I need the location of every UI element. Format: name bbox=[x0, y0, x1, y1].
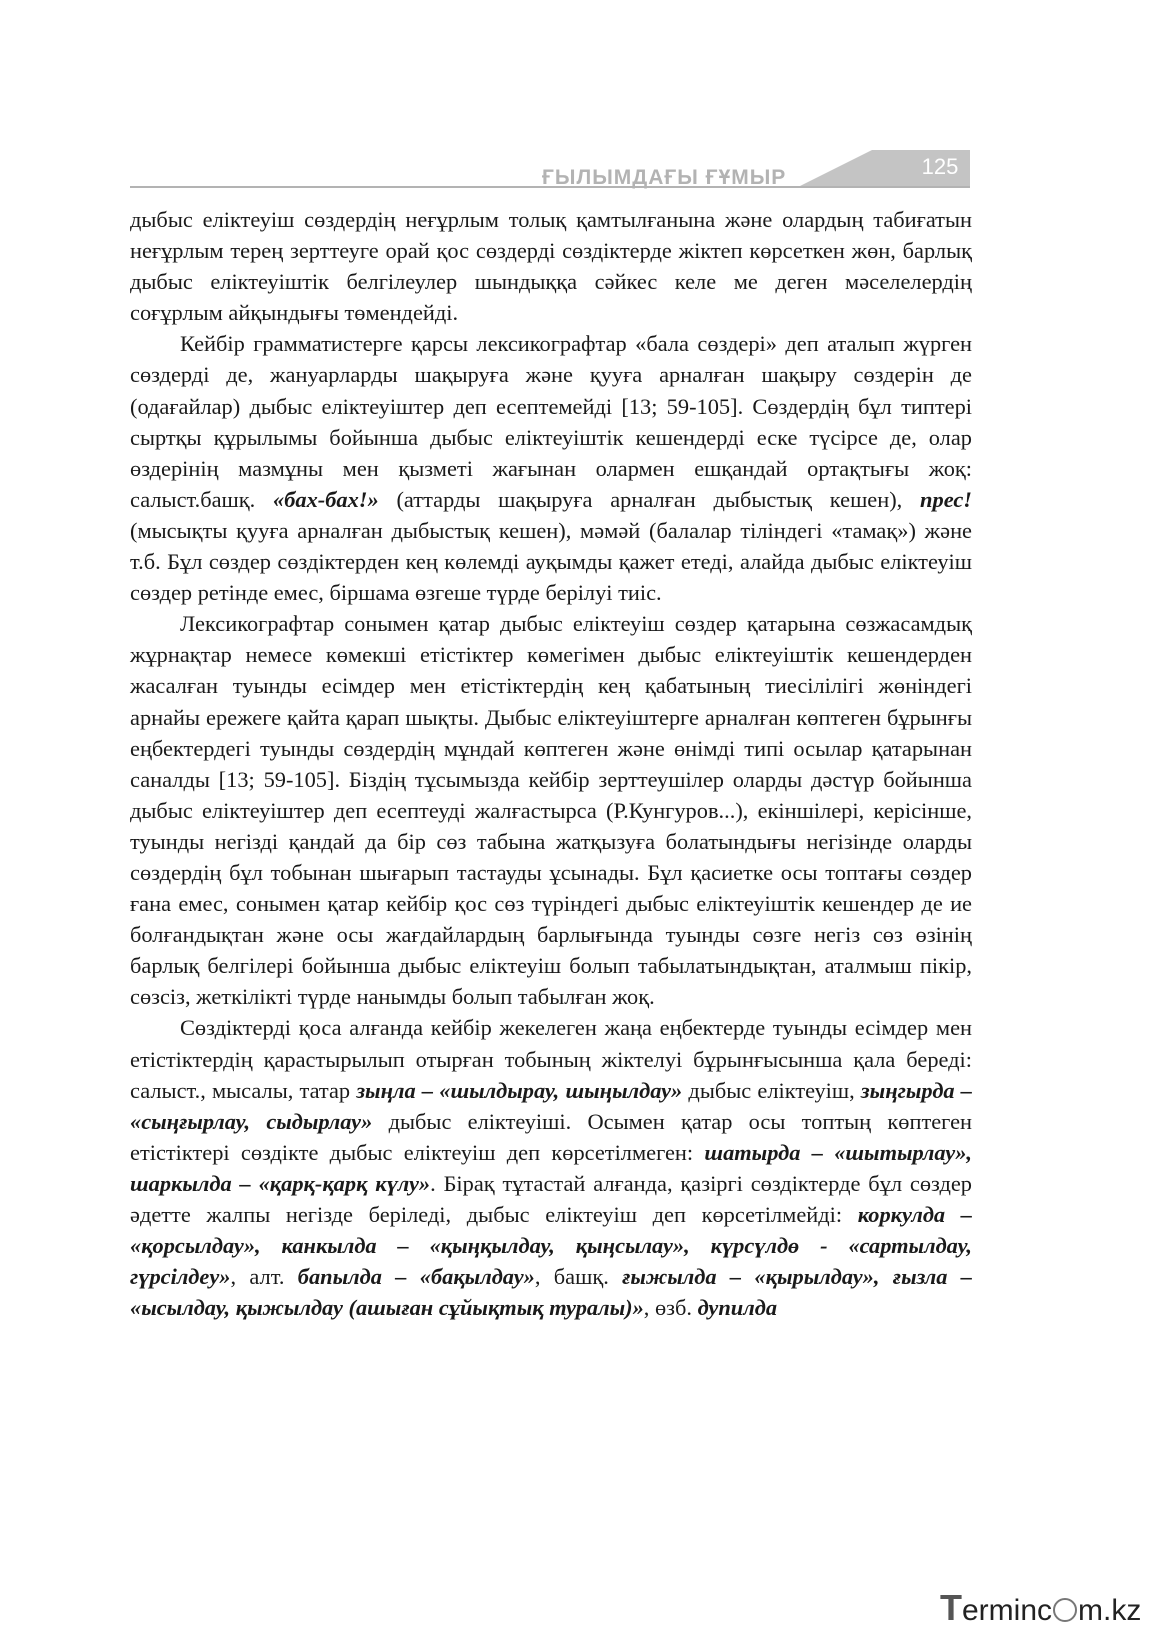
text-run: , башқ. bbox=[534, 1264, 623, 1290]
text-run: , өзб. bbox=[643, 1295, 698, 1321]
watermark-text-part1: erminc bbox=[962, 1594, 1053, 1627]
paragraph bbox=[130, 204, 972, 328]
example-term: «бах-бах!» bbox=[273, 486, 379, 512]
text-run: дыбыс еліктеуіші. Осымен қатар осы топтың көптеген етістіктері сөздікте дыбыс еліктеуіш деп көрсетілмеген: bbox=[130, 1108, 972, 1165]
running-title: ҒЫЛЫМДАҒЫ ҒҰМЫР bbox=[542, 166, 787, 189]
text-run: , алт. bbox=[230, 1264, 298, 1290]
example-term: дупилда bbox=[697, 1295, 778, 1321]
page-number: 125 bbox=[921, 154, 959, 179]
text-run: . Бірақ тұтастай алғанда, қазіргі сөздіктерде бұл сөздер әдетте жалпы негізде беріледі, дыбыс еліктеуіш деп көрсетілмейді: bbox=[130, 1170, 972, 1227]
text-run: Кейбір грамматистерге қарсы лексикографтар «бала сөздері» деп аталып жүрген сөздерді де, жануарларды шақыруға және қууға арналған шақыру сөздерін де (одағайлар) дыбыс еліктеуіштер деп есептемейді [13; 59-105]. Сөздердің бұл типтері сыртқы құрылымы бойынша дыбыс еліктеуіштік кешендерді еске түсірсе де, олар өздерінің мазмұны мен қызметі жағынан олармен ешқандай ортақтығы жоқ: салыст.башқ. bbox=[130, 331, 972, 512]
example-term: зыңла – «шылдырау, шыңылдау» bbox=[356, 1077, 683, 1103]
paragraph bbox=[130, 608, 972, 1012]
paragraph bbox=[130, 1012, 972, 1323]
example-term: зыңгырда – «сыңғырлау, сыдырлау» bbox=[130, 1077, 972, 1134]
watermark-letter-t: T bbox=[940, 1587, 962, 1628]
paragraph bbox=[130, 328, 972, 608]
example-term: прес! bbox=[920, 486, 972, 512]
example-term: бапылда – «бақылдау» bbox=[297, 1264, 535, 1290]
text-run: (аттарды шақыруға арналған дыбыстық кешен), bbox=[378, 486, 921, 512]
example-term: коркулда – «қорсылдау», канкылда – «қыңқылдау, қыңсылау», күрсүлдө - «сартылдау, гүрсілдеу» bbox=[130, 1202, 972, 1290]
example-term: ғыжылда – «қырылдау», ғызла – «ысылдау, қыжылдау (ашыған сұйықтық туралы)» bbox=[130, 1264, 972, 1321]
termincom-watermark bbox=[940, 1587, 1141, 1629]
text-run: дыбыс еліктеуіш, bbox=[682, 1077, 861, 1103]
watermark-text-part2: m.kz bbox=[1078, 1594, 1142, 1627]
text-run: (мысықты қууға арналған дыбыстық кешен), мәмәй (балалар тіліндегі «тамақ») және т.б. Бұл сөздер сөздіктерден кең көлемді ауқымды қажет етеді, алайда дыбыс еліктеуіш сөздер ретінде емес, біршама өзгеше түрде берілуі тиіс. bbox=[130, 517, 972, 606]
body-text bbox=[130, 204, 972, 1323]
text-run: дыбыс еліктеуіш сөздердің неғұрлым толық қамтылғанына және олардың табиғатын неғұрлым терең зерттеуге орай қос сөздерді сөздіктерде жіктеп көрсеткен жөн, барлық дыбыс еліктеуіштік белгілеулер шындыққа сәйкес келе ме деген мәселелердің соғұрлым айқындығы төмендейді. bbox=[130, 207, 972, 326]
text-run: Лексикографтар сонымен қатар дыбыс еліктеуіш сөздер қатарына сөзжасамдық жұрнақтар немесе көмекші етістіктер көмегімен дыбыс еліктеуіштік кешендерден жасалған туынды есімдер мен етістіктердің кең қабатының тиесілілігі жөніндегі арнайы ережеге қайта қарап шықты. Дыбыс еліктеуіштерге арналған көптеген бұрынғы еңбектердегі туынды сөздердің мұндай көптеген және өнімді типі осылар қатарынан саналды [13; 59-105]. Біздің тұсымызда кейбір зерттеушілер оларды дәстүр бойынша дыбыс еліктеуіштер деп есептеуді жалғастырса (Р.Кунгуров...), екіншілері, керісінше, туынды негізді қандай да бір сөз табына жатқызуға болатындығы негізінде оларды сөздердің бұл тобынан шығарып тастауды ұсынады. Бұл қасиетке осы топтағы сөздер ғана емес, сонымен қатар кейбір қос сөз түріндегі дыбыс еліктеуіштік кешендер де ие болғандықтан және осы жағдайлардың барлығында туынды сөзге негіз сөз өзінің барлық белгілері бойынша дыбыс еліктеуіш болып табылатындықтан, аталмыш пікір, сөзсіз, жеткілікті түрде нанымды болып табылған жоқ. bbox=[130, 611, 972, 1010]
magnifier-icon bbox=[1053, 1598, 1077, 1622]
text-run: Сөздіктерді қоса алғанда кейбір жекелеген жаңа еңбектерде туынды есімдер мен етістіктердің қарастырылып отырған тобының жіктелуі бұрынғысынша қала береді: салыст., мысалы, татар bbox=[130, 1015, 972, 1103]
page-header bbox=[130, 150, 970, 200]
example-term: шатырда – «шытырлау», шаркылда – «қарқ-қарқ күлу» bbox=[130, 1139, 972, 1196]
